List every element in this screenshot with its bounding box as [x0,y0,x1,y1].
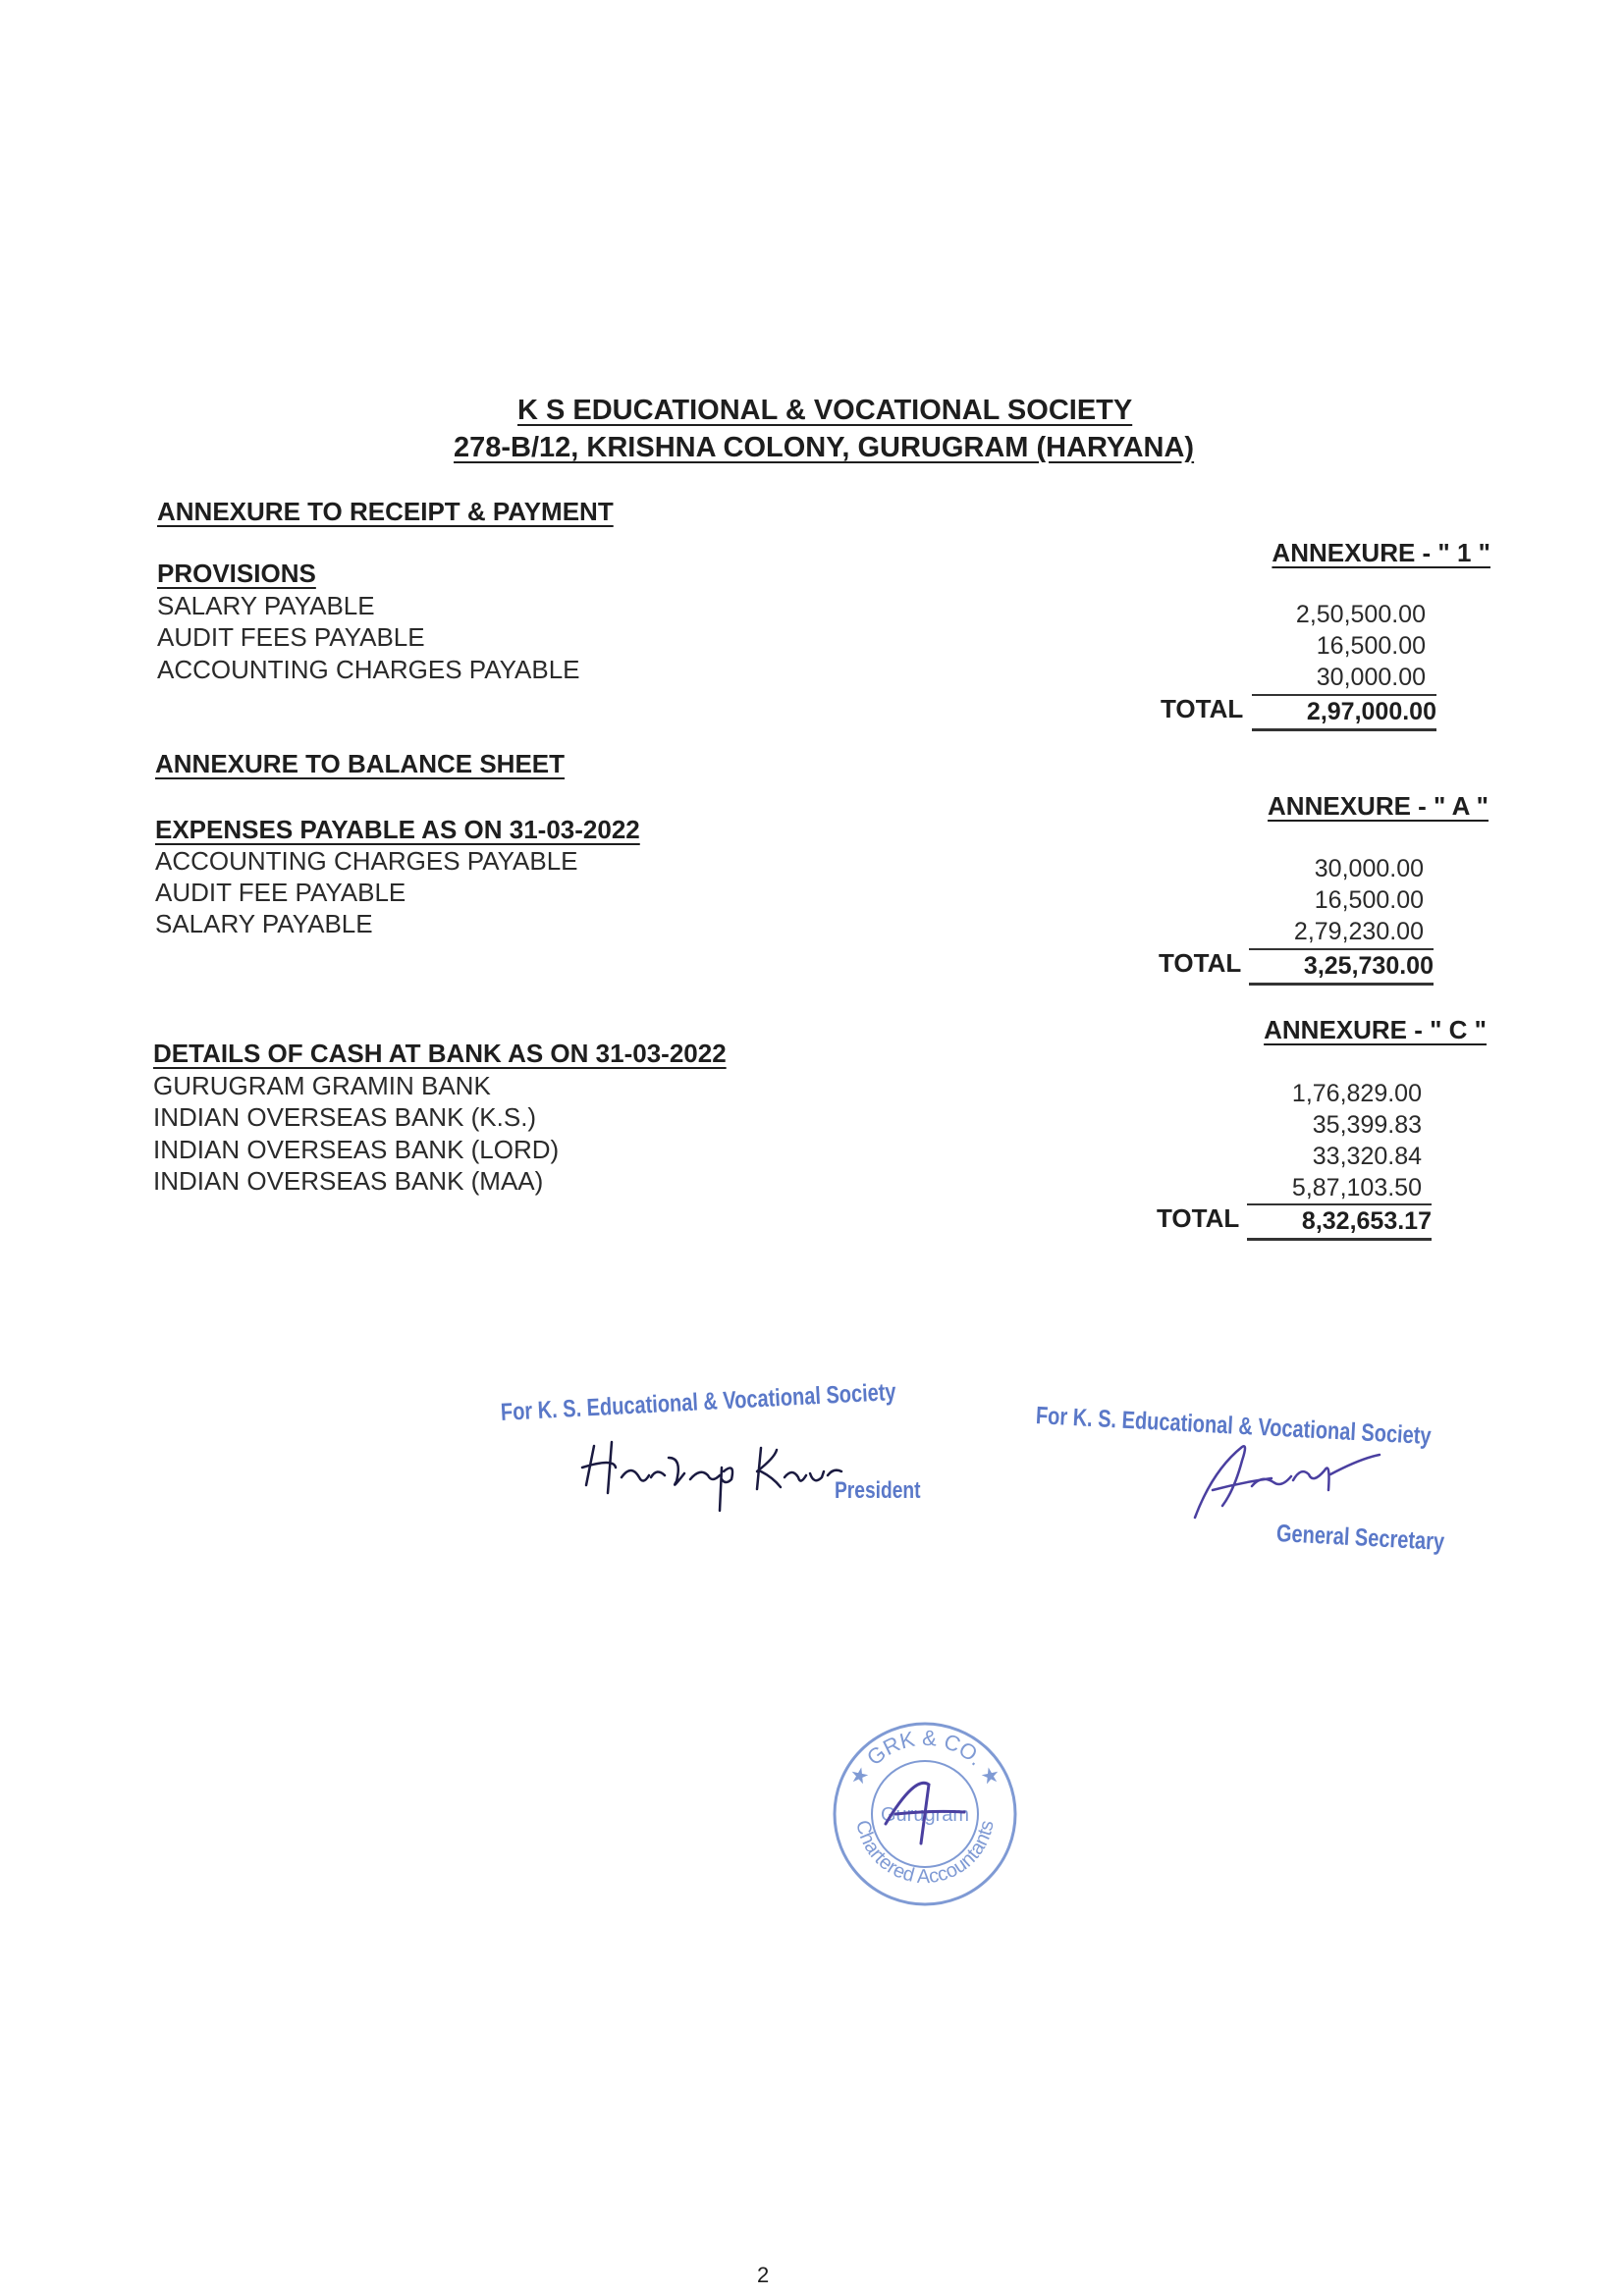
section3-item-label: GURUGRAM GRAMIN BANK [153,1071,491,1100]
section1-item-amount: 16,500.00 [1316,632,1426,660]
svg-text:★ GRK & CO. ★: ★ GRK & CO. ★ [843,1725,1006,1790]
section3-total-value: 8,32,653.17 [1247,1203,1432,1241]
section2-item-amount: 2,79,230.00 [1293,918,1424,945]
president-title: President [835,1477,921,1504]
section1-item-label: SALARY PAYABLE [157,591,375,620]
president-signature-block [501,1379,952,1526]
section2-total-value: 3,25,730.00 [1249,948,1434,986]
section1-item-label: AUDIT FEES PAYABLE [157,622,425,652]
general-secretary-title: General Secretary [1275,1520,1445,1556]
section3-annexure: ANNEXURE - " C " [1264,1015,1487,1044]
section1-heading: ANNEXURE TO RECEIPT & PAYMENT [157,497,614,526]
section3-item-label: INDIAN OVERSEAS BANK (MAA) [153,1166,544,1196]
section2-item-label: AUDIT FEE PAYABLE [155,878,406,907]
general-secretary-stamp-text: For K. S. Educational & Vocational Society [1035,1402,1433,1451]
auditor-seal [827,1716,1023,1912]
section3-item-amount: 5,87,103.50 [1291,1174,1422,1201]
page-number: 2 [757,2263,770,2287]
section3-item-amount: 35,399.83 [1312,1111,1422,1139]
section1-annexure: ANNEXURE - " 1 " [1272,538,1490,567]
section3-item-amount: 1,76,829.00 [1291,1080,1422,1107]
section1-subheading: PROVISIONS [157,559,316,588]
section2-annexure: ANNEXURE - " A " [1268,791,1489,821]
seal-graphic [827,1716,1023,1912]
section1-item-amount: 2,50,500.00 [1295,601,1426,628]
section2-item-label: SALARY PAYABLE [155,909,373,938]
section3-item-label: INDIAN OVERSEAS BANK (K.S.) [153,1102,537,1132]
president-signature [574,1428,869,1517]
section1-item-amount: 30,000.00 [1316,664,1426,691]
section1-total-label: TOTAL [1161,694,1244,723]
org-address: 278-B/12, KRISHNA COLONY, GURUGRAM (HARYANA) [454,432,1195,463]
section1-total-value: 2,97,000.00 [1252,694,1436,731]
section2-item-amount: 30,000.00 [1314,855,1424,882]
section3-total-label: TOTAL [1157,1203,1240,1233]
general-secretary-signature [1183,1431,1409,1529]
svg-text:Chartered Accountants: Chartered Accountants [851,1818,999,1889]
svg-text:Gurugram: Gurugram [880,1804,970,1826]
section1-item-label: ACCOUNTING CHARGES PAYABLE [157,655,580,684]
section3-item-label: INDIAN OVERSEAS BANK (LORD) [153,1135,560,1164]
section2-subheading: EXPENSES PAYABLE AS ON 31-03-2022 [155,815,640,844]
president-stamp-text: For K. S. Educational & Vocational Society [500,1377,897,1426]
org-name: K S EDUCATIONAL & VOCATIONAL SOCIETY [517,395,1133,426]
general-secretary-signature-block [1036,1392,1488,1569]
section3-subheading: DETAILS OF CASH AT BANK AS ON 31-03-2022 [153,1039,727,1068]
section3-item-amount: 33,320.84 [1312,1143,1422,1170]
section2-item-label: ACCOUNTING CHARGES PAYABLE [155,846,578,876]
section2-total-label: TOTAL [1159,948,1242,978]
section2-heading: ANNEXURE TO BALANCE SHEET [155,749,566,778]
section2-item-amount: 16,500.00 [1314,886,1424,914]
